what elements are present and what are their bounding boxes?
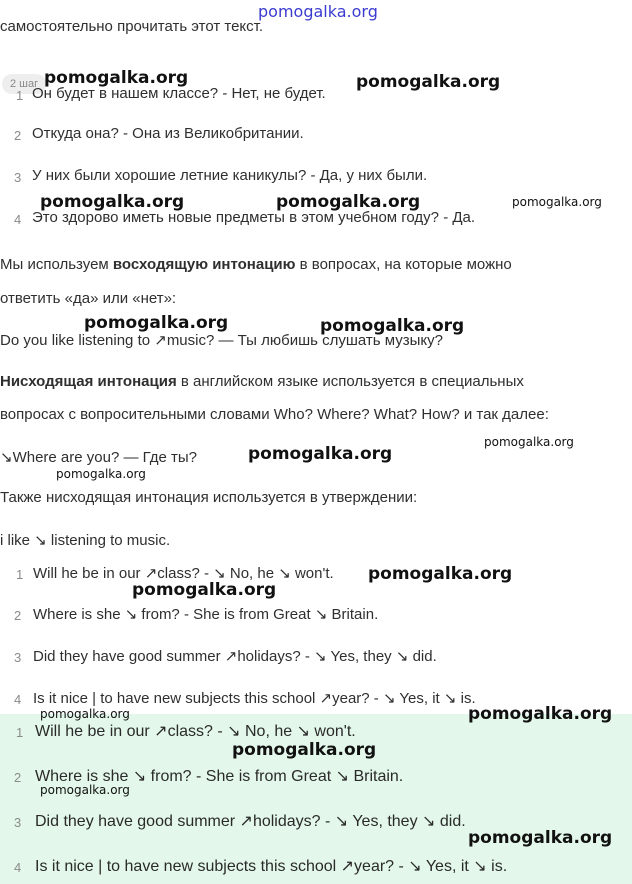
watermark: pomogalka.org bbox=[44, 68, 189, 88]
falling-example: ↘Where are you? — Где ты? bbox=[0, 449, 197, 466]
list-number: 1 bbox=[16, 88, 24, 103]
watermark: pomogalka.org bbox=[84, 313, 229, 333]
watermark: pomogalka.org bbox=[468, 704, 613, 724]
list-item: Did they have good summer ↗holidays? - ↘ Yes, they ↘ did. bbox=[33, 648, 437, 665]
watermark: pomogalka.org bbox=[40, 707, 130, 721]
watermark: pomogalka.org bbox=[56, 467, 146, 481]
list-number: 3 bbox=[14, 650, 22, 665]
falling-intonation-line2: вопросах с вопросительными словами Who? Where? What? How? и так далее: bbox=[0, 406, 549, 423]
answer-item: Is it nice | to have new subjects this school ↗year? - ↘ Yes, it ↘ is. bbox=[35, 858, 508, 875]
list-number: 3 bbox=[14, 170, 22, 185]
list-item: Will he be in our ↗class? - ↘ No, he ↘ won't. bbox=[33, 565, 334, 582]
rising-example: Do you like listening to ↗music? — Ты любишь слушать музыку? bbox=[0, 332, 443, 349]
list-item: Это здорово иметь новые предметы в этом учебном году? - Да. bbox=[32, 209, 476, 226]
list-number: 4 bbox=[14, 860, 22, 875]
list-number: 3 bbox=[14, 815, 22, 830]
statement-example: i like ↘ listening to music. bbox=[0, 532, 171, 549]
answer-item: Will he be in our ↗class? - ↘ No, he ↘ won't. bbox=[35, 723, 356, 740]
watermark: pomogalka.org bbox=[248, 444, 393, 464]
header-watermark: pomogalka.org bbox=[258, 2, 378, 21]
rising-intonation-paragraph: Мы используем восходящую интонацию в вопросах, на которые можно bbox=[0, 256, 512, 273]
step-badge: 2 шаг bbox=[2, 74, 46, 94]
list-item: Откуда она? - Она из Великобритании. bbox=[32, 125, 304, 142]
watermark: pomogalka.org bbox=[232, 740, 377, 760]
answer-item: Where is she ↘ from? - She is from Great ↘ Britain. bbox=[35, 768, 404, 785]
list-number: 2 bbox=[14, 770, 22, 785]
watermark: pomogalka.org bbox=[320, 316, 465, 336]
list-item: Is it nice | to have new subjects this school ↗year? - ↘ Yes, it ↘ is. bbox=[33, 690, 476, 707]
watermark: pomogalka.org bbox=[368, 564, 513, 584]
watermark: pomogalka.org bbox=[276, 192, 421, 212]
list-number: 1 bbox=[16, 567, 24, 582]
watermark: pomogalka.org bbox=[40, 192, 185, 212]
watermark: pomogalka.org bbox=[468, 828, 613, 848]
list-number: 4 bbox=[14, 692, 22, 707]
falling-intonation-paragraph: Нисходящая интонация в английском языке используется в специальных bbox=[0, 373, 524, 390]
list-number: 1 bbox=[16, 725, 24, 740]
answer-item: Did they have good summer ↗holidays? - ↘ Yes, they ↘ did. bbox=[35, 813, 466, 830]
watermark: pomogalka.org bbox=[40, 783, 130, 797]
watermark: pomogalka.org bbox=[356, 72, 501, 92]
rising-intonation-line2: ответить «да» или «нет»: bbox=[0, 290, 177, 307]
list-item: Он будет в нашем классе? - Нет, не будет. bbox=[32, 85, 326, 102]
watermark: pomogalka.org bbox=[484, 435, 574, 449]
watermark: pomogalka.org bbox=[512, 195, 602, 209]
statement-paragraph: Также нисходящая интонация используется в утверждении: bbox=[0, 489, 418, 506]
list-item: У них были хорошие летние каникулы? - Да, у них были. bbox=[32, 167, 428, 184]
intro-line: самостоятельно прочитать этот текст. bbox=[0, 18, 264, 35]
list-number: 2 bbox=[14, 608, 22, 623]
list-item: Where is she ↘ from? - She is from Great ↘ Britain. bbox=[33, 606, 379, 623]
list-number: 4 bbox=[14, 212, 22, 227]
watermark: pomogalka.org bbox=[132, 580, 277, 600]
list-number: 2 bbox=[14, 128, 22, 143]
